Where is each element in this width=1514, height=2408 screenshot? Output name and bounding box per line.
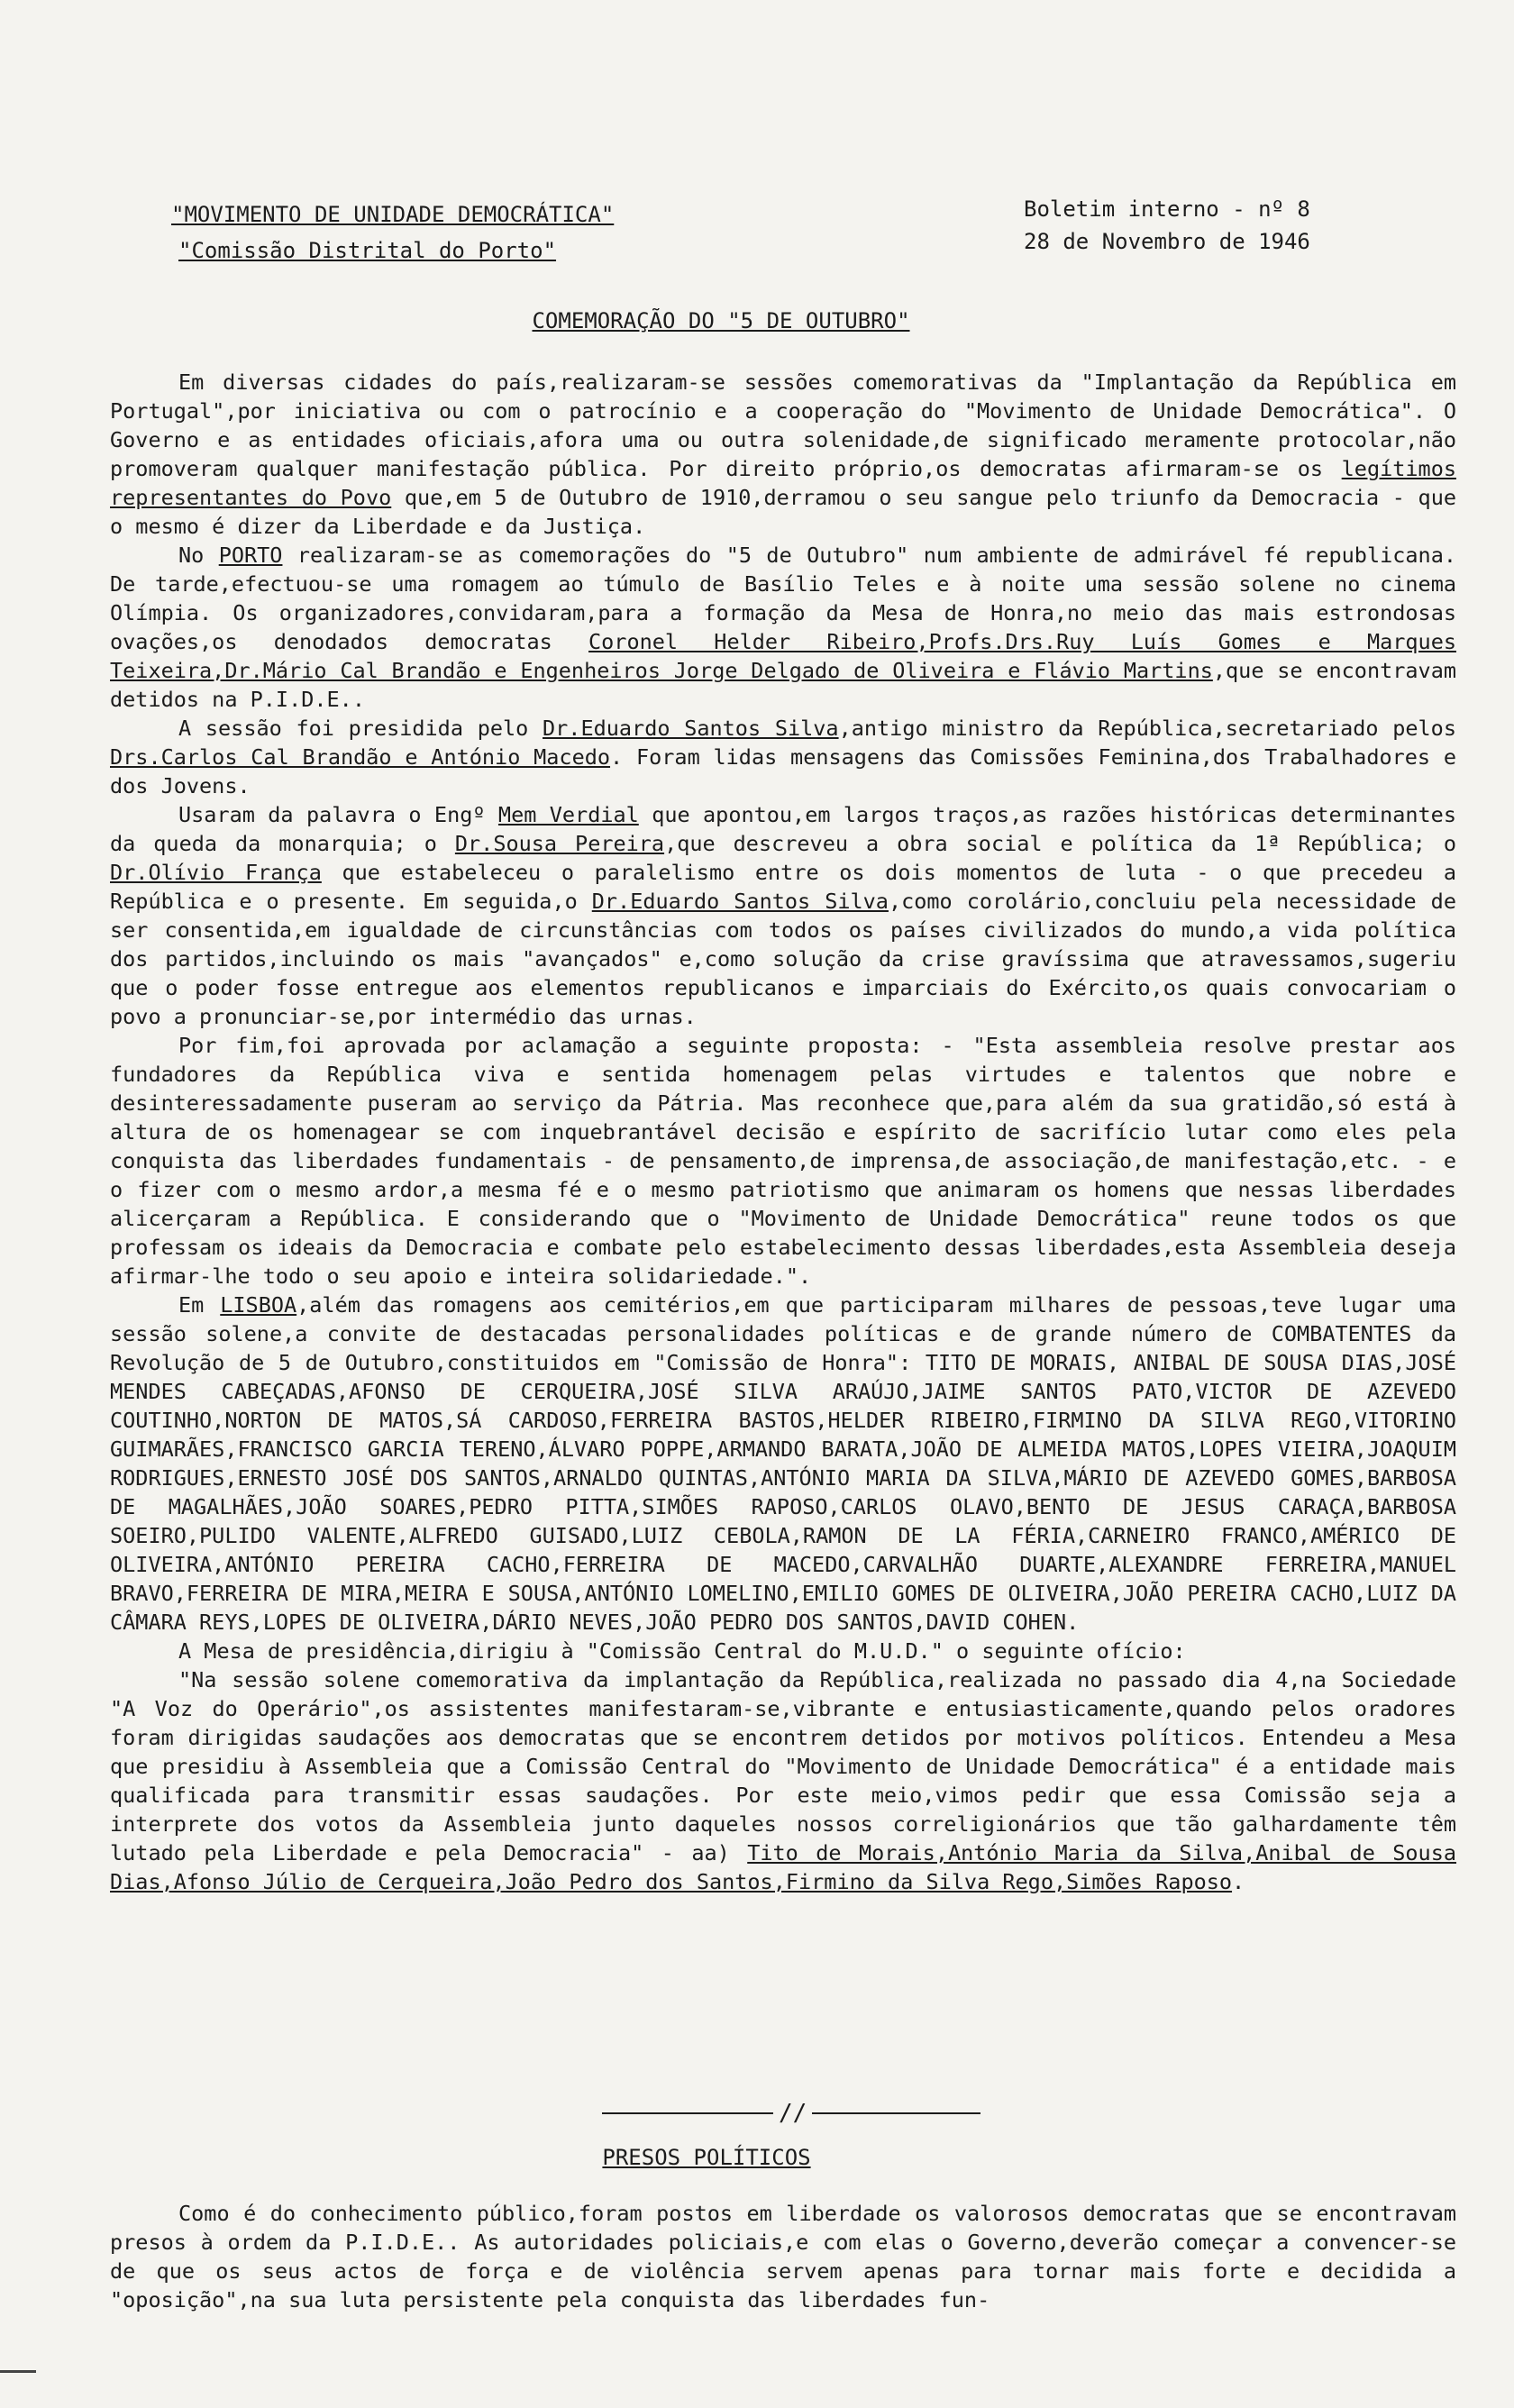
margin-mark bbox=[0, 2370, 36, 2373]
header-left bbox=[171, 196, 614, 269]
separator-mark: // bbox=[773, 2100, 812, 2127]
bulletin-date: 28 de Novembro de 1946 bbox=[1024, 229, 1310, 254]
commission-name: "Comissão Distrital do Porto" bbox=[178, 238, 557, 263]
header-right bbox=[1024, 193, 1310, 258]
paragraph: No PORTO realizaram-se as comemorações do "5 de Outubro" num ambiente de admirável fé republicana. De tarde,efectuou-se uma romagem ao túmulo de Basílio Teles e à noite uma sessão solene no cinema Olímpia. Os organizadores,convidaram,para a formação da Mesa de Honra,no meio das mais estrondosas ovações,os denodados democratas Coronel Helder Ribeiro,Profs.Drs.Ruy Luís Gomes e Marques Teixeira,Dr.Mário Cal Brandão e Engenheiros Jorge Delgado de Oliveira e Flávio Martins,que se encontravam detidos na P.I.D.E.. bbox=[110, 543, 1456, 712]
paragraph: Por fim,foi aprovada por aclamação a seguinte proposta: - "Esta assembleia resolve prestar aos fundadores da República viva e sentida homenagem pelas virtudes e talentos que nobre e desinteressadamente puseram ao serviço da Pátria. Mas reconhece que,para além da sua gratidão,só está à altura de os homenagear se com inquebrantável decisão e espírito de sacrifício lutar como eles pela conquista das liberdades fundamentais - de pensamento,de imprensa,de associação,de manifestação,etc. - e o fizer com o mesmo ardor,a mesma fé e o mesmo patriotismo que animaram os homens que nessas liberdades alicerçaram a República. E considerando que o "Movimento de Unidade Democrática" reune todos os que professam os ideais da Democracia e combate pelo estabelecimento dessas liberdades,esta Assembleia deseja afirmar-lhe todo o seu apoio e inteira solidariedade.". bbox=[110, 1033, 1456, 1289]
section-title-comemoracao: COMEMORAÇÃO DO "5 DE OUTUBRO" bbox=[532, 308, 910, 333]
paragraph: A sessão foi presidida pelo Dr.Eduardo Santos Silva,antigo ministro da República,secretariado pelos Drs.Carlos Cal Brandão e António Macedo. Foram lidas mensagens das Comissões Feminina,dos Trabalhadores e dos Jovens. bbox=[110, 716, 1457, 798]
org-name: "MOVIMENTO DE UNIDADE DEMOCRÁTICA" bbox=[171, 202, 615, 227]
section-title-presos: PRESOS POLÍTICOS bbox=[602, 2145, 811, 2170]
paragraph: Como é do conhecimento público,foram postos em liberdade os valorosos democratas que se encontravam presos à ordem da P.I.D.E.. As autoridades policiais,e com elas o Governo,deverão começar a convencer-se de que os seus actos de força e de violência servem apenas para tornar mais forte e decidida a "oposição",na sua luta persistente pela conquista das liberdades fun- bbox=[110, 2201, 1456, 2312]
section-body-presos bbox=[110, 2199, 1456, 2314]
paragraph: Em diversas cidades do país,realizaram-se sessões comemorativas da "Implantação da República em Portugal",por iniciativa ou com o patrocínio e a cooperação do "Movimento de Unidade Democrática". O Governo e as entidades oficiais,afora uma ou outra solenidade,de significado meramente protocolar,não promoveram qualquer manifestação pública. Por direito próprio,os democratas afirmaram-se os legítimos representantes do Povo que,em 5 de Outubro de 1910,derramou o seu sangue pelo triunfo da Democracia - que o mesmo é dizer da Liberdade e da Justiça. bbox=[110, 369, 1456, 539]
paragraph: Em LISBOA,além das romagens aos cemitérios,em que participaram milhares de pessoas,teve lugar uma sessão solene,a convite de destacadas personalidades políticas e de grande número de COMBATENTES da Revolução de 5 de Outubro,constituidos em "Comissão de Honra": TITO DE MORAIS, ANIBAL DE SOUSA DIAS,JOSÉ MENDES CABEÇADAS,AFONSO DE CERQUEIRA,JOSÉ SILVA ARAÚJO,JAIME SANTOS PATO,VICTOR DE AZEVEDO COUTINHO,NORTON DE MATOS,SÁ CARDOSO,FERREIRA BASTOS,HELDER RIBEIRO,FIRMINO DA SILVA REGO,VITORINO GUIMARÃES,FRANCISCO GARCIA TERENO,ÁLVARO POPPE,ARMANDO BARATA,JOÃO DE ALMEIDA MATOS,LOPES VIEIRA,JOAQUIM RODRIGUES,ERNESTO JOSÉ DOS SANTOS,ARNALDO QUINTAS,ANTÓNIO MARIA DA SILVA,MÁRIO DE AZEVEDO GOMES,BARBOSA DE MAGALHÃES,JOÃO SOARES,PEDRO PITTA,SIMÕES RAPOSO,CARLOS OLAVO,BENTO DE JESUS CARAÇA,BARBOSA SOEIRO,PULIDO VALENTE,ALFREDO GUISADO,LUIZ CEBOLA,RAMON DE LA FÉRIA,CARNEIRO FRANCO,AMÉRICO DE OLIVEIRA,ANTÓNIO PEREIRA CACHO,FERREIRA DE MACEDO,CARVALHÃO DUARTE,ALEXANDRE FERREIRA,MANUEL BRAVO,FERREIRA DE MIRA,MEIRA E SOUSA,ANTÓNIO LOMELINO,EMILIO GOMES DE OLIVEIRA,JOÃO PEREIRA CACHO,LUIZ DA CÂMARA REYS,LOPES DE OLIVEIRA,DÁRIO NEVES,JOÃO PEDRO DOS SANTOS,DAVID COHEN. bbox=[110, 1292, 1456, 1635]
paragraph: "Na sessão solene comemorativa da implantação da República,realizada no passado dia 4,na Sociedade "A Voz do Operário",os assistentes manifestaram-se,vibrante e entusiasticamente,quando pelos oradores foram dirigidas saudações aos democratas que se encontrem detidos por motivos políticos. Entendeu a Mesa que presidiu à Assembleia que a Comissão Central do "Movimento de Unidade Democrática" é a entidade mais qualificada para transmitir essas saudações. Por este meio,vimos pedir que essa Comissão seja a interprete dos votos da Assembleia junto daqueles nossos correligionários que tão galhardamente têm lutado pela Liberdade e pela Democracia" - aa) Tito de Morais,António Maria da Silva,Anibal de Sousa Dias,Afonso Júlio de Cerqueira,João Pedro dos Santos,Firmino da Silva Rego,Simões Raposo. bbox=[110, 1667, 1457, 1894]
section-body-comemoracao bbox=[110, 368, 1456, 1896]
paragraph: Usaram da palavra o Engº Mem Verdial que apontou,em largos traços,as razões históricas determinantes da queda da monarquia; o Dr.Sousa Pereira,que descreveu a obra social e política da 1ª República; o Dr.Olívio França que estabeleceu o paralelismo entre os dois momentos de luta - o que precedeu a República e o presente. Em seguida,o Dr.Eduardo Santos Silva,como corolário,concluiu pela necessidade de ser consentida,em igualdade de circunstâncias com todos os países civilizados do mundo,a vida política dos partidos,incluindo os mais "avançados" e,como solução da crise gravíssima que atravessamos,sugeriu que o poder fosse entregue aos elementos republicanos e imparciais do Exército,os quais convocariam o povo a pronunciar-se,por intermédio das urnas. bbox=[110, 802, 1456, 1029]
bulletin-number: Boletim interno - nº 8 bbox=[1024, 196, 1310, 222]
paragraph: A Mesa de presidência,dirigiu à "Comissão Central do M.U.D." o seguinte ofício: bbox=[178, 1638, 1186, 1664]
